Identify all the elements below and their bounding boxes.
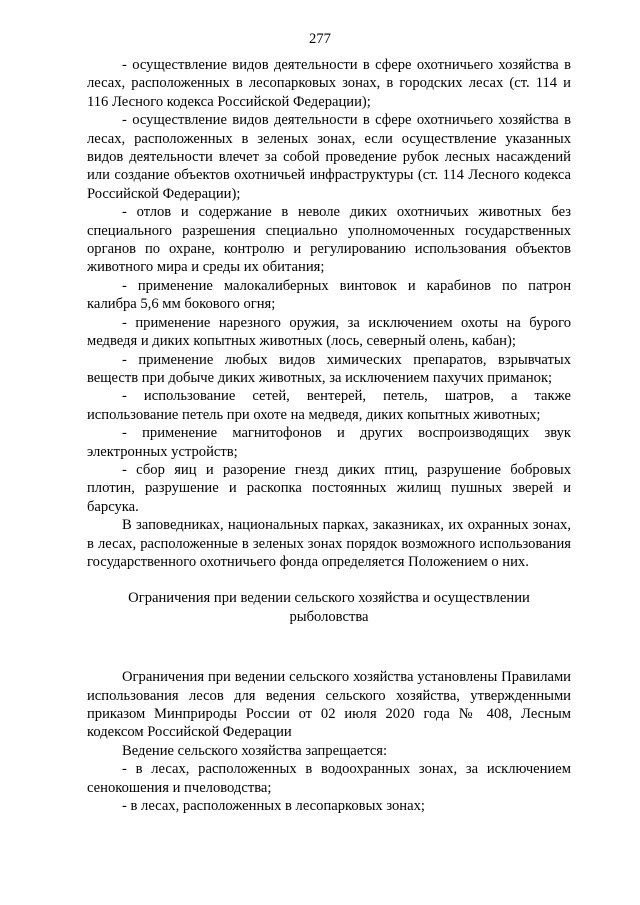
spacer <box>87 626 571 668</box>
section-heading: Ограничения при ведении сельского хозяйства и осуществлении рыболовства <box>128 590 530 625</box>
paragraph-rifled-weapons: - применение нарезного оружия, за исключением охоты на бурого медведя и диких копытных животных (лось, северный олень, кабан); <box>87 314 571 350</box>
paragraph-capture-animals: - отлов и содержание в неволе диких охотничьих животных без специального разрешения специально уполномоченных государственных органов по охране, контролю и регулированию использования объектов животного мира и среды их обитания; <box>87 204 571 276</box>
paragraph-water-protection: - в лесах, расположенных в водоохранных зонах, за исключением сенокошения и пчеловодства; <box>87 761 571 796</box>
paragraph-small-caliber: - применение малокалиберных винтовок и карабинов по патрон калибра 5,6 мм бокового огня; <box>87 277 571 313</box>
paragraph-chemicals: - применение любых видов химических препаратов, взрывчатых веществ при добыче диких животных, за исключением пахучих приманок; <box>87 351 571 386</box>
paragraph-agriculture-prohibited: Ведение сельского хозяйства запрещается: <box>122 742 388 759</box>
paragraph-sound-devices: - применение магнитофонов и других воспроизводящих звук электронных устройств; <box>87 425 571 460</box>
paragraph-reserves: В заповедниках, национальных парках, заказниках, их охранных зонах, в лесах, расположенные в зеленых зонах порядок возможного использования государственного охотничьего фонда определяется Положением о них. <box>87 517 571 570</box>
paragraph-hunting-forest-park: - осуществление видов деятельности в сфере охотничьего хозяйства в лесах, расположенных в лесопарковых зонах, в городских лесах (ст. 114 и 116 Лесного кодекса Российской Федерации); <box>87 57 571 110</box>
paragraph-nets-traps: - использование сетей, вентерей, петель, шатров, а также использование петель при охоте на медведя, диких копытных животных; <box>87 388 571 423</box>
paragraph-hunting-green-zones: - осуществление видов деятельности в сфере охотничьего хозяйства в лесах, расположенных в зеленых зонах, если осуществление указанных видов деятельности влечет за собой проведение рубок лесных насаждений или создание объектов охотничьей инфраструктуры (ст. 114 Лесного кодекса Российской Федерации); <box>87 112 571 202</box>
paragraph-agriculture-rules: Ограничения при ведении сельского хозяйства установлены Правилами использования лесов для ведения сельского хозяйства, утвержденными приказом Минприроды России от 02 июля 2020 года № 408, Лесным кодексом Российской Федерации <box>87 669 571 741</box>
paragraph-nests-dams: - сбор яиц и разорение гнезд диких птиц, разрушение бобровых плотин, разрушение и раскопка постоянных жилищ пушных зверей и барсука. <box>87 461 571 515</box>
paragraph-forest-park-zones: - в лесах, расположенных в лесопарковых зонах; <box>122 798 425 815</box>
page-number: 277 <box>309 31 331 47</box>
document-body <box>87 56 571 815</box>
spacer <box>87 571 571 589</box>
